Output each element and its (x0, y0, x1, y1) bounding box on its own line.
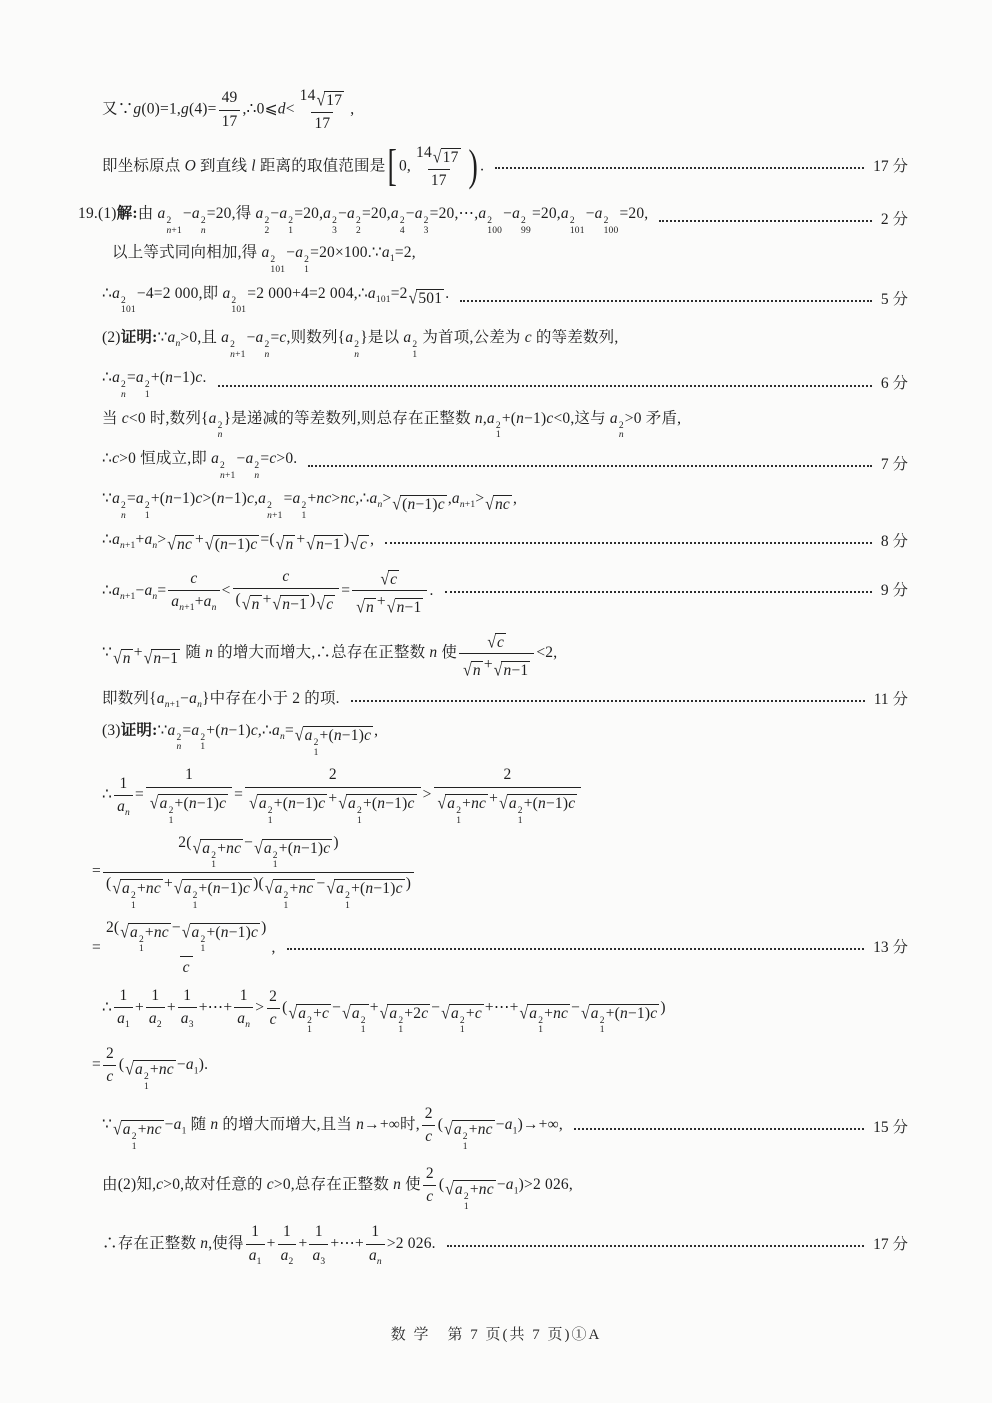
solution-line (102, 627, 908, 680)
dotted-leader (447, 1245, 864, 1247)
line-math: ∵ √ n + √ n−1 随 n 的增大而增大,∴总存在正整数 n 使 √ c √ n + √ n−1 <2, (102, 627, 557, 680)
line-math: = 2( √ a 2 1 +nc − √ a 2 1 +(n−1)c ) ( √ a 2 1 +nc + √ a 2 1 +(n−1)c )( √ a 2 1 +nc − √ a 2 1 +(n−1)c ) (92, 833, 416, 911)
dotted-leader (385, 542, 872, 544)
solution-line (102, 1104, 908, 1153)
score-label: 8 分 (880, 533, 908, 551)
solution-line (102, 689, 908, 711)
solution-line (102, 1164, 908, 1213)
solution-lines (78, 86, 908, 1267)
solution-line (102, 86, 908, 134)
line-math: $\therefore a_{n+1}-a_n=$ $\frac{c}{a_{n+1}+a_n}$ < c ( √ n + √ n−1 ) √ c = √ c √ n + √ n−1 . (102, 565, 434, 618)
line-math: 由(2)知,c>0,故对任意的 c>0,总存在正整数 n 使 $\frac{2}{c}$ ( √ a 2 1 +nc $-a_1)>2$ 026, (102, 1164, 573, 1213)
score-label: 7 分 (880, 456, 908, 474)
score-label: 2 分 (880, 211, 908, 229)
solution-line (102, 328, 908, 360)
solution-line (92, 833, 908, 911)
line-math: 19.(1)解:由 a 2 n+1 −a 2 n =20,得 a 2 2 −a 2 1 =20,a 2 3 −a 2 2 =20,a 2 4 −a 2 3 =20,⋯,a 2 100 −a 2 99 =20,a 2 101 −a 2 100 =20, (78, 205, 649, 236)
solution-line (92, 1044, 908, 1093)
solution-line (102, 489, 908, 521)
dotted-leader (574, 1128, 864, 1130)
line-math: ∴c>0 恒成立,即 a 2 n+1 −a 2 n =c>0. (102, 450, 298, 481)
score-label: 6 分 (880, 375, 908, 393)
solution-line (78, 204, 908, 236)
dotted-leader (351, 700, 865, 702)
score-label: 13 分 (873, 938, 908, 956)
line-math: ∴a 2 101 −4=2 000,即 a 2 101 =2 000+4=2 $004,\therefore a_{101}=2$ √ 501 . (102, 284, 449, 316)
solution-line (102, 565, 908, 618)
dotted-leader (218, 385, 872, 387)
solution-line (102, 449, 908, 481)
line-math: ∴存在正整数 n,使得 $\frac{1}{a_1}$ + $\frac{1}{a_2}$ + $\frac{1}{a_3}$ +⋯+ $\frac{1}{a_n}$ >2 026. (102, 1223, 436, 1267)
score-label: 15 分 (873, 1119, 908, 1137)
line-math: ∴ $\frac{1}{a_n}$ = 1 √ a 2 1 +(n−1)c = 2 √ a 2 1 +(n−1)c + √ a 2 1 +(n−1)c > 2 √ a 2 1 +nc + √ a 2 1 +(n−1)c (102, 765, 583, 826)
line-math: 当 c<0 时,数列{a 2 n }是递减的等差数列,则总存在正整数 n,a 2 1 +(n−1)c<0,这与 a 2 n >0 矛盾, (102, 409, 682, 441)
dotted-leader (308, 465, 871, 467)
score-label: 11 分 (873, 690, 908, 708)
page-footer: 数 学 第 7 页(共 7 页)①A (390, 1327, 602, 1343)
solution-line (102, 530, 908, 555)
line-math: (2)证明$:\because a_n>0$,且 a 2 n+1 −a 2 n =c,则数列{a 2 n }是以 a 2 1 为首项,公差为 c 的等差数列, (102, 329, 619, 360)
solution-line (102, 1222, 908, 1267)
line-math: (3)证明:∵a 2 n =a 2 1 $+(n-1)c,\therefore a_n=$ √ a 2 1 +(n−1)c , (102, 721, 378, 759)
score-label: 5 分 (880, 290, 908, 308)
solution-line (102, 143, 908, 191)
score-label: 17 分 (873, 158, 908, 176)
line-math: ∴ $\frac{1}{a_1}$ + $\frac{1}{a_2}$ + $\frac{1}{a_3}$ +⋯+ $\frac{1}{a_n}$ > $\frac{2}{c}$ ( √ a 2 1 +c − √ a 2 1 + √ a 2 1 +2c − √ a 2 1 +c +⋯+ √ a 2 1 +nc − √ a 2 1 +(n−1)c ) (102, 986, 666, 1036)
solution-line (92, 918, 908, 979)
solution-line (112, 243, 908, 275)
line-math: 又∵g(0)=1,g(4)= $\frac{49}{17}$ ,∴0⩽d< 14 √ 17 17 , (102, 86, 354, 134)
line-math: ∴a 2 n =a 2 1 +(n−1)c. (102, 369, 207, 400)
line-math: 以上等式同向相加,得 a 2 101 −a 2 1 $=20\times 100.\because a_1=2$, (112, 244, 416, 276)
line-math: ∵a 2 n =a 2 1 +(n−1)c>(n−1)c,a 2 n+1 =a 2 1 $+nc>nc,\therefore a_n>$ √ (n−1)c $,a_{n+1}>$ √ nc , (102, 489, 517, 521)
dotted-leader (460, 300, 872, 302)
line-math: 即坐标原点 O 到直线 l 距离的取值范围是[ 0, 14 √ 17 17 ) . (102, 143, 484, 191)
score-label: 17 分 (873, 1235, 908, 1253)
dotted-leader (495, 167, 864, 169)
solution-line (102, 368, 908, 400)
dotted-leader (287, 948, 865, 950)
line-math: = $\frac{2}{c}$ ( √ a 2 1 +nc $-a_1$). (92, 1044, 208, 1093)
line-math: ∵ √ a 2 1 +nc $-a_1$ 随 n 的增大而增大,且当 n→+∞时, $\frac{2}{c}$ ( √ a 2 1 +nc $-a_1)\to+\infty$, (102, 1104, 563, 1153)
score-label: 9 分 (880, 581, 908, 599)
solution-line (102, 765, 908, 826)
solution-line (102, 409, 908, 441)
line-math: = 2( √ a 2 1 +nc − √ a 2 1 +(n−1)c ) c , (92, 918, 276, 979)
solution-line (102, 721, 908, 759)
dotted-leader (445, 591, 872, 593)
solution-line (102, 284, 908, 316)
dotted-leader (659, 220, 871, 222)
line-math: $\therefore a_{n+1}+a_n>$ √ nc + √ (n−1)c =( √ n + √ n−1 ) √ c , (102, 530, 374, 555)
solution-line (102, 986, 908, 1036)
line-math: 即数列$\{a_{n+1}-a_n\}$中存在小于 2 的项. (102, 690, 340, 711)
